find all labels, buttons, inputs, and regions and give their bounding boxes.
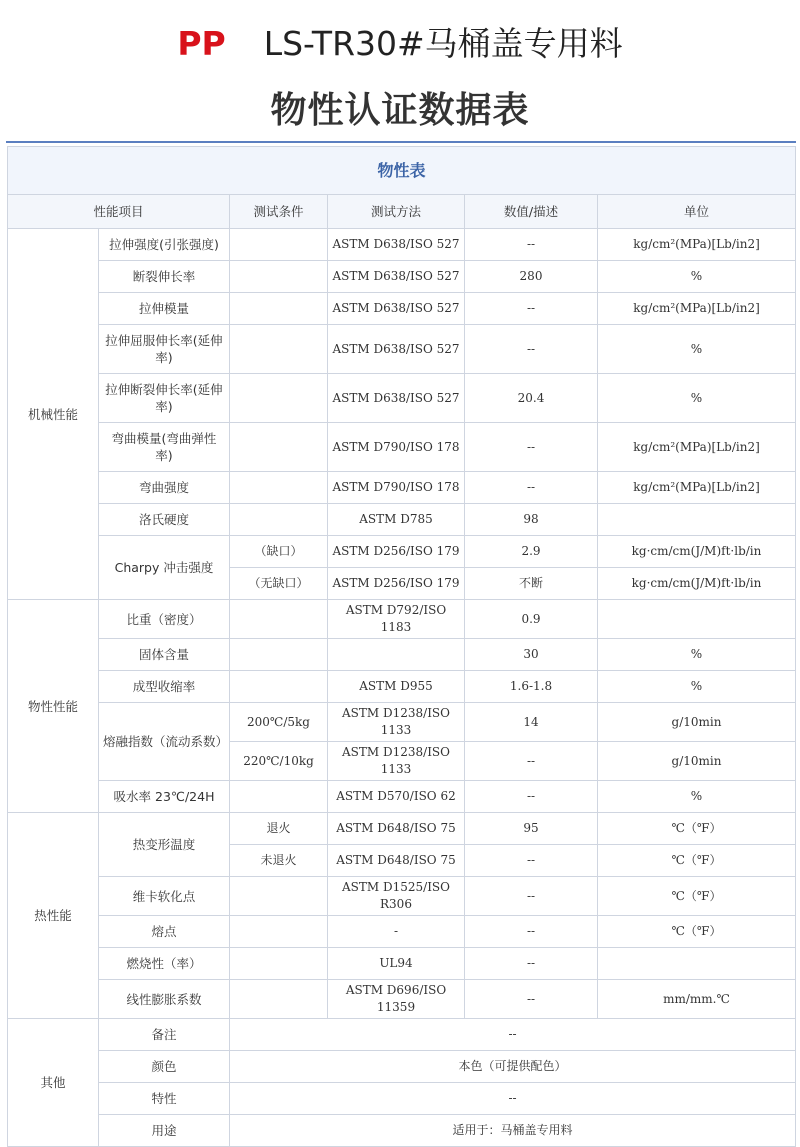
value-cell: -- — [465, 980, 598, 1019]
method-cell: ASTM D955 — [328, 671, 465, 703]
method-cell: ASTM D696/ISO 11359 — [328, 980, 465, 1019]
value-cell: -- — [465, 472, 598, 504]
method-cell: ASTM D1238/ISO 1133 — [328, 703, 465, 742]
product-title — [0, 18, 800, 65]
item-cell: 拉伸屈服伸长率(延伸率) — [99, 325, 230, 374]
unit-cell: % — [598, 671, 796, 703]
product-name: LS-TR30#马桶盖专用料 — [263, 24, 623, 63]
category-cell: 其他 — [8, 1019, 99, 1147]
title-block — [0, 0, 800, 140]
table-row — [8, 1083, 796, 1115]
method-cell: ASTM D638/ISO 527 — [328, 325, 465, 374]
item-cell: 燃烧性（率） — [99, 948, 230, 980]
item-cell: 吸水率 23℃/24H — [99, 781, 230, 813]
item-cell: 成型收缩率 — [99, 671, 230, 703]
condition-cell: （缺口） — [230, 536, 328, 568]
value-cell: 280 — [465, 261, 598, 293]
unit-cell: % — [598, 261, 796, 293]
unit-cell: kg·cm/cm(J/M)ft·lb/in — [598, 568, 796, 600]
table-row — [8, 671, 796, 703]
unit-cell: % — [598, 325, 796, 374]
item-cell: 备注 — [99, 1019, 230, 1051]
condition-cell — [230, 916, 328, 948]
condition-cell — [230, 374, 328, 423]
table-row — [8, 261, 796, 293]
value-cell: -- — [465, 781, 598, 813]
unit-cell: ℃（℉） — [598, 916, 796, 948]
method-cell: ASTM D648/ISO 75 — [328, 813, 465, 845]
item-cell: 熔点 — [99, 916, 230, 948]
value-cell: -- — [465, 325, 598, 374]
condition-cell: 220℃/10kg — [230, 742, 328, 781]
method-cell: ASTM D638/ISO 527 — [328, 374, 465, 423]
condition-cell — [230, 781, 328, 813]
unit-cell: kg/cm²(MPa)[Lb/in2] — [598, 423, 796, 472]
value-cell: 2.9 — [465, 536, 598, 568]
item-cell: 断裂伸长率 — [99, 261, 230, 293]
unit-cell: ℃（℉） — [598, 813, 796, 845]
value-cell: -- — [465, 877, 598, 916]
value-cell: -- — [465, 916, 598, 948]
unit-cell: kg/cm²(MPa)[Lb/in2] — [598, 472, 796, 504]
table-row — [8, 980, 796, 1019]
condition-cell: 200℃/5kg — [230, 703, 328, 742]
table-row — [8, 781, 796, 813]
value-cell: -- — [465, 948, 598, 980]
condition-cell — [230, 504, 328, 536]
unit-cell: % — [598, 639, 796, 671]
unit-cell: g/10min — [598, 703, 796, 742]
table-row — [8, 813, 796, 845]
unit-cell: ℃（℉） — [598, 877, 796, 916]
unit-cell: kg/cm²(MPa)[Lb/in2] — [598, 229, 796, 261]
condition-cell — [230, 325, 328, 374]
condition-cell — [230, 980, 328, 1019]
item-cell: 拉伸断裂伸长率(延伸率) — [99, 374, 230, 423]
header-value: 数值/描述 — [465, 195, 598, 229]
condition-cell — [230, 948, 328, 980]
item-cell: Charpy 冲击强度 — [99, 536, 230, 600]
unit-cell: g/10min — [598, 742, 796, 781]
table-row — [8, 504, 796, 536]
header-method: 测试方法 — [328, 195, 465, 229]
table-row — [8, 423, 796, 472]
unit-cell: ℃（℉） — [598, 845, 796, 877]
condition-cell: 退火 — [230, 813, 328, 845]
header-unit: 单位 — [598, 195, 796, 229]
value-cell: -- — [465, 845, 598, 877]
value-cell: -- — [465, 742, 598, 781]
value-cell: 20.4 — [465, 374, 598, 423]
method-cell: ASTM D1525/ISO R306 — [328, 877, 465, 916]
item-cell: 特性 — [99, 1083, 230, 1115]
table-caption: 物性表 — [8, 147, 796, 195]
header-condition: 测试条件 — [230, 195, 328, 229]
table-header-row — [8, 195, 796, 229]
method-cell: ASTM D638/ISO 527 — [328, 229, 465, 261]
method-cell: ASTM D256/ISO 179 — [328, 568, 465, 600]
value-cell: 30 — [465, 639, 598, 671]
condition-cell: 未退火 — [230, 845, 328, 877]
table-row — [8, 639, 796, 671]
method-cell: ASTM D638/ISO 527 — [328, 293, 465, 325]
table-row — [8, 293, 796, 325]
page-subtitle: 物性认证数据表 — [270, 90, 530, 131]
item-cell: 拉伸模量 — [99, 293, 230, 325]
unit-cell: mm/mm.℃ — [598, 980, 796, 1019]
item-cell: 比重（密度） — [99, 600, 230, 639]
item-cell: 固体含量 — [99, 639, 230, 671]
value-cell: 0.9 — [465, 600, 598, 639]
note-cell: -- — [230, 1019, 796, 1051]
unit-cell: % — [598, 374, 796, 423]
category-cell: 物性性能 — [8, 600, 99, 813]
unit-cell: % — [598, 781, 796, 813]
table-row — [8, 916, 796, 948]
header-item: 性能项目 — [8, 195, 230, 229]
note-cell: -- — [230, 1083, 796, 1115]
item-cell: 弯曲强度 — [99, 472, 230, 504]
unit-cell — [598, 504, 796, 536]
item-cell: 颜色 — [99, 1051, 230, 1083]
value-cell: -- — [465, 423, 598, 472]
item-cell: 用途 — [99, 1115, 230, 1147]
table-row — [8, 1019, 796, 1051]
note-cell: 本色（可提供配色） — [230, 1051, 796, 1083]
condition-cell — [230, 671, 328, 703]
method-cell: ASTM D785 — [328, 504, 465, 536]
item-cell: 热变形温度 — [99, 813, 230, 877]
condition-cell — [230, 877, 328, 916]
condition-cell — [230, 293, 328, 325]
table-row — [8, 600, 796, 639]
method-cell: ASTM D1238/ISO 1133 — [328, 742, 465, 781]
unit-cell — [598, 948, 796, 980]
unit-cell: kg/cm²(MPa)[Lb/in2] — [598, 293, 796, 325]
method-cell: ASTM D570/ISO 62 — [328, 781, 465, 813]
value-cell: -- — [465, 293, 598, 325]
category-cell: 机械性能 — [8, 229, 99, 600]
method-cell: ASTM D790/ISO 178 — [328, 472, 465, 504]
item-cell: 拉伸强度(引张强度) — [99, 229, 230, 261]
table-row — [8, 877, 796, 916]
table-row — [8, 325, 796, 374]
value-cell: -- — [465, 229, 598, 261]
value-cell: 95 — [465, 813, 598, 845]
item-cell: 线性膨胀系数 — [99, 980, 230, 1019]
unit-cell: kg·cm/cm(J/M)ft·lb/in — [598, 536, 796, 568]
table-row — [8, 948, 796, 980]
condition-cell — [230, 639, 328, 671]
method-cell: ASTM D638/ISO 527 — [328, 261, 465, 293]
condition-cell — [230, 261, 328, 293]
condition-cell — [230, 229, 328, 261]
table-row — [8, 1051, 796, 1083]
table-row — [8, 703, 796, 742]
condition-cell — [230, 472, 328, 504]
item-cell: 熔融指数（流动系数） — [99, 703, 230, 781]
unit-cell — [598, 600, 796, 639]
method-cell: - — [328, 916, 465, 948]
method-cell: ASTM D792/ISO 1183 — [328, 600, 465, 639]
method-cell: UL94 — [328, 948, 465, 980]
table-row — [8, 536, 796, 568]
table-row — [8, 229, 796, 261]
category-cell: 热性能 — [8, 813, 99, 1019]
value-cell: 1.6-1.8 — [465, 671, 598, 703]
item-cell: 弯曲模量(弯曲弹性率) — [99, 423, 230, 472]
table-row — [8, 374, 796, 423]
value-cell: 14 — [465, 703, 598, 742]
method-cell: ASTM D256/ISO 179 — [328, 536, 465, 568]
table-row — [8, 472, 796, 504]
method-cell: ASTM D790/ISO 178 — [328, 423, 465, 472]
method-cell — [328, 639, 465, 671]
note-cell: 适用于：马桶盖专用料 — [230, 1115, 796, 1147]
item-cell: 维卡软化点 — [99, 877, 230, 916]
product-prefix: PP — [177, 24, 226, 63]
divider-line — [6, 141, 796, 143]
condition-cell — [230, 423, 328, 472]
condition-cell: （无缺口） — [230, 568, 328, 600]
condition-cell — [230, 600, 328, 639]
value-cell: 98 — [465, 504, 598, 536]
method-cell: ASTM D648/ISO 75 — [328, 845, 465, 877]
property-table — [7, 146, 796, 1147]
table-row — [8, 1115, 796, 1147]
value-cell: 不断 — [465, 568, 598, 600]
item-cell: 洛氏硬度 — [99, 504, 230, 536]
table-caption-row — [8, 147, 796, 195]
